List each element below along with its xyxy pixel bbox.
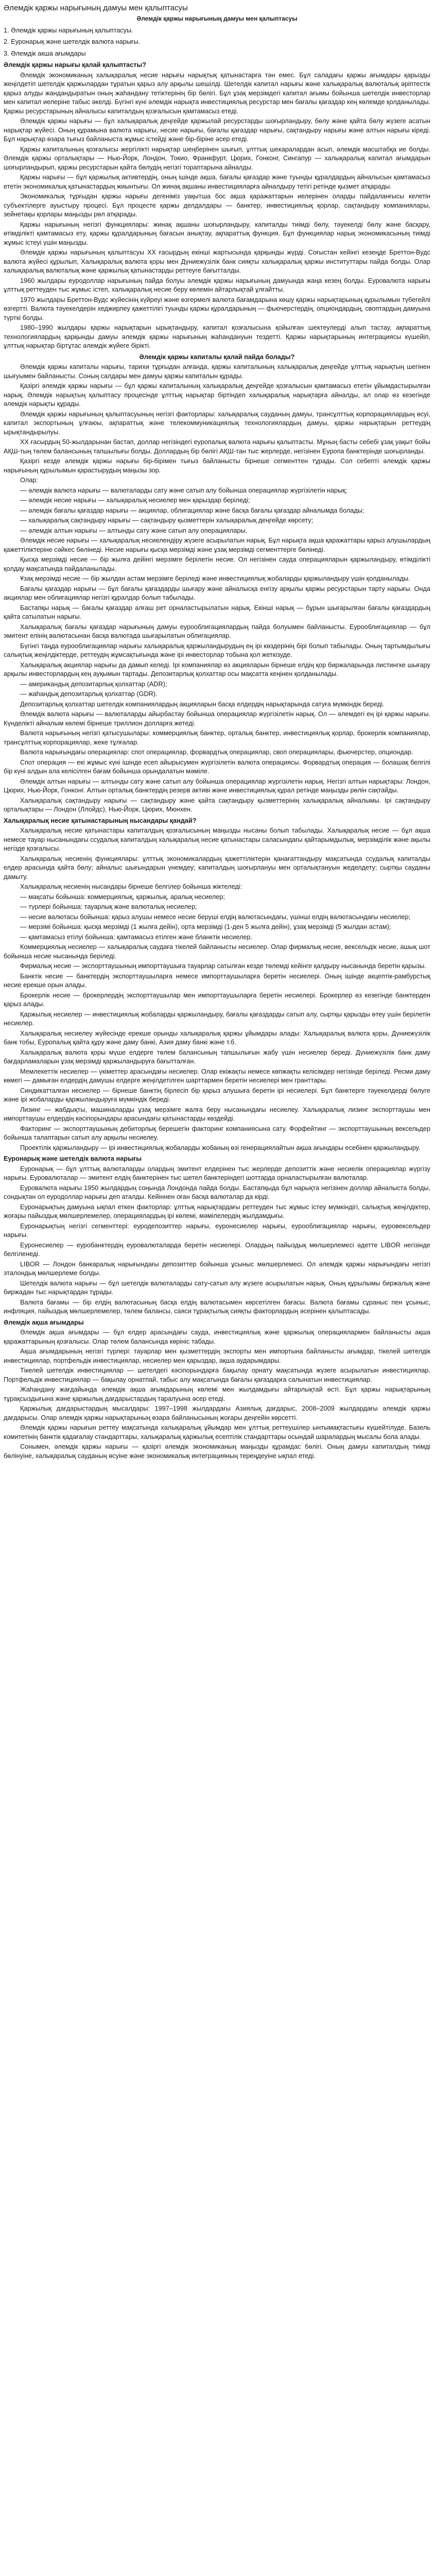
paragraph: Еуронарықтың дамуына ықпал еткен факторлар: ұлттық нарықтардағы реттеуден тыс жұмыс істеу мүмкіндігі, салықтық жеңілдіктер, жоғары пайыздық мөлшерлемелер, операциялардың ірі көлемі, мәмілелердің жылдамдығы. [4,1203,430,1219]
paragraph: Қысқа мерзімді несие — бір жылға дейінгі мерзімге берілетін несие. Ол негізінен сауда операцияларын қаржыландыру, өтімділікті қолдау мақсатында пайдаланылады. [4,556,430,572]
paragraph: Фирмалық несие — экспорттаушының импорттаушыға тауарлар сатылған кезде төлемді кейінге қалдыру нысанында беретін қарызы. [20,962,426,970]
paragraph: Әлемдік қаржы нарығы — бұл халықаралық деңгейде қаржылай ресурстарды шоғырландыру, бөлу және қайта бөлу жүзеге асатын нарықтар жүйесі. Оның құрамына валюта нарығы, несие нарығы, бағалы қағаздар нарығы, сақтандыру нарығы және алтын нарығы кіреді. Бұл нарықтар өзара тығыз байланыста жұмыс істейді және бір-біріне әсер етеді. [4,117,430,143]
paragraph: Әлемдік несие нарығы — халықаралық несиелендіру жүзеге асырылатын нарық. Бұл нарықта ақша қаражаттары қарыз алушылардың қажеттіліктеріне сәйкес бөлінеді. Несие нарығы қысқа мерзімді және ұзақ мерзімді сегменттерге бөлінеді. [4,537,430,553]
paragraph: Әлемдік ақша ағымдары — бұл елдер арасындағы сауда, инвестициялық және қаржылық операциялармен байланысты ақша қаражаттарының қозғалысы. Олар төлем балансында көрініс табады. [4,1329,430,1345]
paragraph: Синдикатталған несиелер — бірнеше банктің бірлесіп бір қарыз алушыға беретін ірі несиелері. Бұл банктерге тәуекелдерді бөлуге және ірі жобаларды қаржыландыруға мүмкіндік береді. [4,1087,430,1103]
paragraph: Әлемдік қаржы нарығының қалыптасуы XX ғасырдың екінші жартысында қарқынды жүрді. Соғыстан кейінгі кезеңде Бреттон-Вудс валюта жүйесі құрылып, Халықаралық валюта қоры мен Дүниежүзілік банк сияқты халықаралық қаржы институттары пайда болды. Олар халықаралық валюталық және қаржылық қатынастарды реттеуге бағытталды. [4,249,430,274]
paragraph: Халықаралық валюта қоры мүше елдерге төлем балансының тапшылығын жабу үшін несиелер береді. Дүниежүзілік банк даму бағдарламаларын ұзақ мерзімді қаржыландыруға бағытталған. [4,1048,430,1065]
paragraph: Әлемдік алтын нарығы — алтынды сату және сатып алу бойынша операциялар жүргізілетін нарық. Негізгі алтын нарықтары: Лондон, Цюрих, Нью-Йорк, Гонконг. Алтын орталық банктердің резерв активі және инвестициялық құрал ретінде маңызды рөлін сақтайды. [4,777,430,794]
paragraph: Тікелей шетелдік инвестициялар — шетелдегі кәсіпорындарға бақылау орнату мақсатында жүзеге асырылатын инвестициялар. Портфельдік инвестициялар — бақылау орнатпай, табыс алу мақсатында бағалы қағаздарға салынатын инвестициялар. [4,1367,430,1383]
paragraph: Еуровалюта нарығы 1950 жылдардың соңында Лондонда пайда болды. Бастапқыда бұл нарықта негізінен доллар айналыста болды, сондықтан ол еуродоллар нарығы деп аталды. Кейіннен оған басқа валюталар да кірді. [4,1184,430,1200]
paragraph: Ұзақ мерзімді несие — бір жылдан астам мерзімге беріледі және инвестициялық жобаларды қаржыландыру үшін қолданылады. [20,575,410,582]
paragraph: — әлемдік валюта нарығы — валюталарды сату және сатып алу бойынша операциялар жүргізілетін нарық; [20,486,347,494]
paragraph: Халықаралық несие қатынастары капиталдың қозғалысының маңызды нысаны болып табылады. Халықаралық несие — бұл ақша немесе тауар нысанындағы ссудалық капиталдың халықаралық несие қатынастары саласындағы қайтарымдылық, мерзімділік және ақылы негізде қозғалысы. [4,827,430,852]
paragraph: Сонымен, әлемдік қаржы нарығы — қазіргі әлемдік экономиканың маңызды құрамдас бөлігі. Оның дамуы капиталдың тиімді бөлінуіне, халықаралық сауданың өсуіне және экономикалық интеграцияның тереңдеуіне ықпал етеді. [4,1443,430,1460]
paragraph: Қаржылық дағдарыстардың мысалдары: 1997–1998 жылдардағы Азиялық дағдарыс, 2008–2009 жылдардағы әлемдік қаржы дағдарысы. Олар әлемдік қаржы нарықтарының өзара байланысының жоғары деңгейін көрсетті. [4,1405,430,1421]
paragraph: — қамтамасыз етілуі бойынша: қамтамасыз етілген және бланктік несиелер. [20,933,253,941]
document-subtitle: Әлемдік қаржы нарығының дамуы мен қалыптасуы [136,15,298,22]
paragraph: Лизинг — жабдықты, машиналарды ұзақ мерзімге жалға беру нысанындағы несиелеу. Халықаралық лизинг экспорттаушы мен импорттаушы елдердің кәсіпорындары арасындағы қатынастарды көздейді. [4,1106,430,1122]
section-heading: Әлемдік қаржы нарығы қалай қалыптасты? [4,61,147,69]
paragraph: Әлемдік экономиканың халықаралық несие нарығы нарықтық қатынастарға тән емес. Бұл саладағы қаржы ағымдары қарызды жеңілдетіп шетелдік қаржылардан тұратын қарыз алу арқылы шешілді. Шетелдік капитал нарығы және халықаралық валюталық әріптестік қарыз алуды жандандыратын оның жаһандану тетіктерінің бір бөлігі. Бұл ұзақ мерзімдегі капитал ағымы бойынша шетелдік инвесторлар мен капитал иелеріне табыс әкелді. Бүгінгі күні әлемдік нарықта инвестициялық ресурстар мен бағалы қағаздар кең көлемде қолданылады. Қаржы ресурстарының айналысы капиталдың қозғалысын қамтамасыз етеді. [4,71,430,115]
paragraph: Банктік несие — банктердің экспорттаушыларға немесе импорттаушыларға беретін несиелері. Оның ішінде акцептік-рамбурстық несие ерекше орын алады. [4,972,430,989]
toc-item: 3. Әлемдік акша ағымдары [4,49,86,57]
paragraph: Әлемдік қаржы нарығын реттеу мақсатында халықаралық ұйымдар мен ұлттық реттеушілер ынтымақтастығы күшейтілуде. Базель комитетінің банктік қадағалау стандарттары, халықаралық қаржылық есептілік стандарттары осындай шаралардың мысалы бола алады. [4,1424,430,1440]
paragraph: Қазіргі кезде әлемдік қаржы нарығы бір-бірімен тығыз байланысты бірнеше сегменттен тұрады. Сол себепті әлемдік қаржы нарығының құрылымын қарастырудың маңызы зор. [4,457,430,474]
section-heading: Әлемдік қаржы капиталы қалай пайда болады? [139,353,295,361]
section-body [4,1328,430,1461]
section-body [4,363,430,815]
section-body [4,71,430,351]
section-body [4,826,430,1153]
section-heading: Әлемдік ақша ағымдары [4,1318,84,1326]
paragraph: Халықаралық акциялар нарығы да дамып келеді. Ірі компаниялар өз акцияларын бірнеше елдің қор биржаларында листингке шығару арқылы инвесторлардың кең ауқымын тартады. Депозитарлық қолхаттар осы мақсатта кеңінен қолданылады. [4,661,430,677]
paragraph: Қазіргі әлемдік қаржы нарығы — бұл қаржы капиталының халықаралық деңгейде қозғалысын қамтамасыз ететін ұйымдастырылған нарық. Әлемдік нарықтың қалыптасу процесінде ұлттық нарықтар біртіндеп халықаралық нарықтарға айналды, ал олар өз кезегінде әлемдік нарықты құрады. [4,382,430,408]
document-title: Әлемдік қаржы нарығының дамуы мен қалыптасуы [4,4,188,12]
paragraph: 1980–1990 жылдары қаржы нарықтарын ырықтандыру, капитал қозғалысына қойылған шектеулерді алып тастау, ақпараттық технологиялардың қарқынды дамуы әлемдік қаржы нарығының жаһандануын тездетті. Қаржы нарықтарының интеграциясы күшейіп, ұлттық нарықтар біртұтас әлемдік жүйеге бірікті. [4,324,430,349]
paragraph: Бастапқы нарық — бағалы қағаздар алғаш рет орналастырылатын нарық. Екінші нарық — бұрын шығарылған бағалы қағаздардың қайта сатылатын нарығы. [4,604,430,620]
paragraph: Қаржы нарығының негізгі функциялары: жинақ ақшаны шоғырландыру, капиталды тиімді бөлу, тәуекелді бөлу және басқару, өтімділікті қамтамасыз ету, қаржы құралдарының бағасын анықтау, ақпараттық функция. Бұл функциялар нарық экономикасының тиімді жұмыс істеуі үшін маңызды. [4,221,430,246]
paragraph: — әлемдік бағалы қағаздар нарығы — акциялар, облигациялар және басқа бағалы қағаздар айналымда болады; [20,506,364,514]
paragraph: Бағалы қағаздар нарығы — бұл бағалы қағаздарды шығару және айналысқа енгізу арқылы қаржы ресурстарын тарту нарығы. Онда акциялар мен облигациялар негізгі құралдар болып табылады. [4,585,430,601]
paragraph: Халықаралық бағалы қағаздар нарығының дамуы еурооблигациялардың пайда болуымен байланысты. Еурооблигациялар — бұл эмитент елінің валютасынан басқа валютада шығарылатын облигациялар. [4,623,430,639]
paragraph: Қаржы капиталының қозғалысы жергілікті нарықтар шеңберінен шығып, ұлттық шекаралардан асып, әлемдік масштабқа ие болды. Әлемдік қаржы орталықтары — Нью-Йорк, Лондон, Токио, Франкфурт, Цюрих, Гонконг, Сингапур — халықаралық капитал ағымдарын шоғырландырып, қаржы ресурстарын қайта бөлудің негізгі тораптарына айналды. [4,145,430,171]
paragraph: Халықаралық несиенің функциялары: ұлттық экономикалардың қажеттіліктерін қанағаттандыру мақсатында ссудалық капиталды елдер арасында қайта бөлу; айналыс шығындарын үнемдеу; капиталдың шоғырлануы мен орталықтануын жеделдету; сыртқы сауданы дамыту. [4,855,430,880]
paragraph: Факторинг — экспорттаушының дебиторлық берешегін факторинг компаниясына сату. Форфейтинг — экспорттаушының вексельдер бойынша талаптарын сатып алу арқылы несиелеу. [4,1125,430,1141]
paragraph: Еуронарықтың негізгі сегменттері: еуродепозиттер нарығы, еуронесиелер нарығы, еурооблигациялар нарығы, еуровексельдер нарығы. [4,1222,430,1239]
paragraph: Халықаралық сақтандыру нарығы — сақтандыру және қайта сақтандыру қызметтерінің халықаралық айналымы. Ірі сақтандыру орталықтары — Лондон (Ллойдс), Нью-Йорк, Цюрих, Мюнхен. [4,796,430,813]
paragraph: — халықаралық сақтандыру нарығы — сақтандыру қызметтерін халықаралық деңгейде көрсету; [20,517,313,524]
paragraph: Депозитарлық қолхаттар шетелдік компаниялардың акцияларын басқа елдердің нарықтарында сатуға мүмкіндік береді. [20,700,385,708]
paragraph: — мақсаты бойынша: коммерциялық, қаржылық, аралық несиелер; [20,893,225,901]
paragraph: Брокерлік несие — брокерлердің экспорттаушылар мен импорттаушыларға беретін несиелері. Брокерлер өз кезегінде банктерден қарыз алады. [4,991,430,1008]
paragraph: Мемлекеттік несиелер — үкіметтер арасындағы несиелер. Олар екіжақты немесе көпжақты келісімдер негізінде беріледі. Ресми даму көмегі — дамыған елдердің дамушы елдерге жеңілдетілген шарттармен беретін несиелері мен гранттары. [4,1067,430,1084]
paragraph: Халықаралық несиелеу жүйесінде ерекше орынды халықаралық қаржы ұйымдары алады: Халықаралық валюта қоры, Дүниежүзілік банк тобы, Еуропалық қайта құру және даму банкі, Азия даму банкі және т.б. [4,1029,430,1046]
paragraph: — түрлері бойынша: тауарлық және валюталық несиелер; [20,903,197,910]
toc-item: 2. Еуронарық және шетелдік валюта нарығы. [4,38,141,45]
section-heading: Халықаралық несие қатынастарының нысандары қандай? [4,817,197,824]
paragraph: Еуронарық — бұл ұлттық валюталарды олардың эмитент елдерінен тыс жерлерде депозиттік және несиелік операциялар жүргізу нарығы. Еуровалюталар — эмитент елдің банктерінен тыс шетел банктеріндегі шоттарда орналастырылған валюталар. [4,1165,430,1181]
section-heading: Еуронарық және шетелдік валюта нарығы [4,1155,142,1162]
paragraph: Ақша ағымдарының негізгі түрлері: тауарлар мен қызметтердің экспорты мен импортына байланысты ағымдар, тікелей шетелдік инвестициялар, портфельдік инвестициялар, несиелер мен қарыздар, ақша аударымдары. [4,1348,430,1364]
paragraph: Олар: [20,477,38,484]
paragraph: Жаһандану жағдайында әлемдік ақша ағымдарының көлемі мен жылдамдығы айтарлықтай өсті. Бұл қаржы нарықтарының тұрақсыздығына және қаржылық дағдарыстардың таралуына әсер етеді. [4,1386,430,1402]
paragraph: Халықаралық несиенің нысандары бірнеше белгілер бойынша жіктеледі: [20,883,242,890]
paragraph: — несие валютасы бойынша: қарыз алушы немесе несие беруші елдің валютасындағы, үшінші елдің валютасындағы несиелер; [20,913,411,921]
toc-item: 1. Әлемдік қаржы нарығының қалыптасуы. [4,26,133,34]
paragraph: Қаржылық несиелер — инвестициялық жобаларды қаржыландыру, бағалы қағаздарды сатып алу, сыртқы қарызды өтеу үшін берілетін несиелер. [4,1010,430,1027]
table-of-contents [4,26,430,59]
paragraph: Бүгінгі таңда еурооблигациялар нарығы халықаралық қаржыландырудың ең ірі көздерінің бірі болып табылады. Оның тартымдылығы салықтық жеңілдіктерде, реттеудің жұмсақтығында және ірі инвесторлар тобына қол жеткізуде. [4,642,430,658]
paragraph: Экономикалық тұрғыдан қаржы нарығы дегеніміз уақытша бос ақша қаражаттарын иелерінен оларды пайдаланғысы келетін субъектілерге ауыстыру процесі. Бұл процесте қаржы делдалдары — банктер, инвестициялық қорлар, сақтандыру компаниялары, зейнетақы қорлары маңызды рөл атқарады. [4,193,430,218]
paragraph: Валюта бағамы — бір елдің валютасының басқа елдің валютасымен көрсетілген бағасы. Валюта бағамы сұраныс пен ұсыныс, инфляция, пайыздық мөлшерлемелер, төлем балансы, саяси тұрақтылық сияқты факторлардың әсерінен қалыптасады. [4,1298,430,1315]
paragraph: — американдық депозитарлық қолхаттар (ADR); [20,680,167,688]
paragraph: Спот операция — екі жұмыс күні ішінде есеп айырысумен жүргізілетін валюта операциясы. Форвардтық операция — болашақ белгілі бір күні алдын ала келісілген бағам бойынша орындалатын мәміле. [4,758,430,775]
paragraph: Шетелдік валюта нарығы — бұл шетелдік валюталарды сату-сатып алу жүзеге асырылатын нарық. Оның құрылымы биржалық және биржадан тыс нарықтардан тұрады. [4,1279,430,1296]
paragraph: Әлемдік валюта нарығы — валюталарды айырбастау бойынша операциялар жүргізілетін нарық. Ол — әлемдегі ең ірі қаржы нарығы. Күнделікті айналым көлемі бірнеше триллион долларға жетеді. [4,710,430,727]
paragraph: Валюта нарығындағы операциялар: спот операциялар, форвардтық операциялар, своп операциялары, фьючерстер, опциондар. [20,749,413,756]
paragraph: LIBOR — Лондон банкаралық нарығындағы депозиттер бойынша ұсыныс мөлшерлемесі. Ол әлемдік қаржы нарығындағы негізгі эталондық мөлшерлеме болды. [4,1260,430,1277]
paragraph: — әлемдік алтын нарығы — алтынды сату және сатып алу операциялары. [20,527,248,534]
paragraph: — әлемдік несие нарығы — халықаралық несиелер мен қарыздар беріледі; [20,497,250,504]
paragraph: Проектілік қаржыландыру — ірі инвестициялық жобаларды жобаның өзі генерациялайтын ақша ағындары есебінен қаржыландыру. [20,1144,421,1151]
paragraph: Коммерциялық несиелер — халықаралық саудаға тікелей байланысты несиелер. Олар фирмалық несие, вексельдік несие, ашық шот бойынша несие нысанында беріледі. [4,943,430,960]
paragraph: Әлемдік қаржы капиталы нарығы, тарихи тұрғыдан алғанда, қаржы капиталының халықаралық деңгейде ұлттық нарықтың шегінен шығуымен байланысты. Соның салдары мен дамуы қаржы капиталын құрады. [4,363,430,380]
paragraph: Еуронесиелер — еуробанктердің еуровалюталарда беретін несиелері. Олардың пайыздық мөлшерлемесі әдетте LIBOR негізінде белгіленеді. [4,1241,430,1258]
paragraph: XX ғасырдың 50-жылдарынан бастап, доллар негізіндегі еуропалық валюта нарығы қалыптасты. Мұның басты себебі ұзақ уақыт бойы АҚШ-тың төлем балансының тапшылығы болды. Доллардың бір бөлігі АҚШ-тан тыс жерлерде, негізінен Еуропа банктерінде шоғырланды. [4,438,430,455]
paragraph: Әлемдік қаржы нарығының қалыптасуының негізгі факторлары: халықаралық сауданың дамуы, трансұлттық корпорациялардың өсуі, капитал экспортының ұлғаюы, ақпараттық және телекоммуникациялық технологиялардың дамуы, қаржы нарықтарын реттеудің ырықтандырылуы. [4,410,430,436]
paragraph: Қаржы нарығы — бұл қаржылық активтердің, оның ішінде ақша, бағалы қағаздар және туынды құралдардың айналысын қамтамасыз ететін экономикалық қатынастардың жиынтығы. Ол жинақ ақшаны инвестицияларға айналдыру тетігі ретінде қызмет атқарады. [4,174,430,190]
paragraph: — мерзімі бойынша: қысқа мерзімді (1 жылға дейін), орта мерзімді (1-ден 5 жылға дейін), ұзақ мерзімді (5 жылдан астам); [20,923,391,930]
paragraph: — жаһандық депозитарлық қолхаттар (GDR). [20,690,158,698]
paragraph: 1970 жылдары Бреттон-Вудс жүйесінің күйреуі және өзгермелі валюта бағамдарына көшу қаржы нарықтарының құрылымын түбегейлі өзгертті. Валюта тәуекелдерін хеджирлеу қажеттілігі туынды қаржы құралдарының — фьючерстердің, опциондардың, своптардың дамуына түрткі болды. [4,296,430,321]
paragraph: Валюта нарығының негізгі қатысушылары: коммерциялық банктер, орталық банктер, инвестициялық қорлар, брокерлік компаниялар, трансұлттық корпорациялар, жеке тұлғалар. [4,730,430,746]
section-body [4,1165,430,1316]
paragraph: 1960 жылдары еуродоллар нарығының пайда болуы әлемдік қаржы нарығының дамуында жаңа кезең болды. Еуровалюта нарығы ұлттық реттеуден тыс жұмыс істеп, халықаралық несие беру көлемін айтарлықтай ұлғайтты. [4,277,430,293]
